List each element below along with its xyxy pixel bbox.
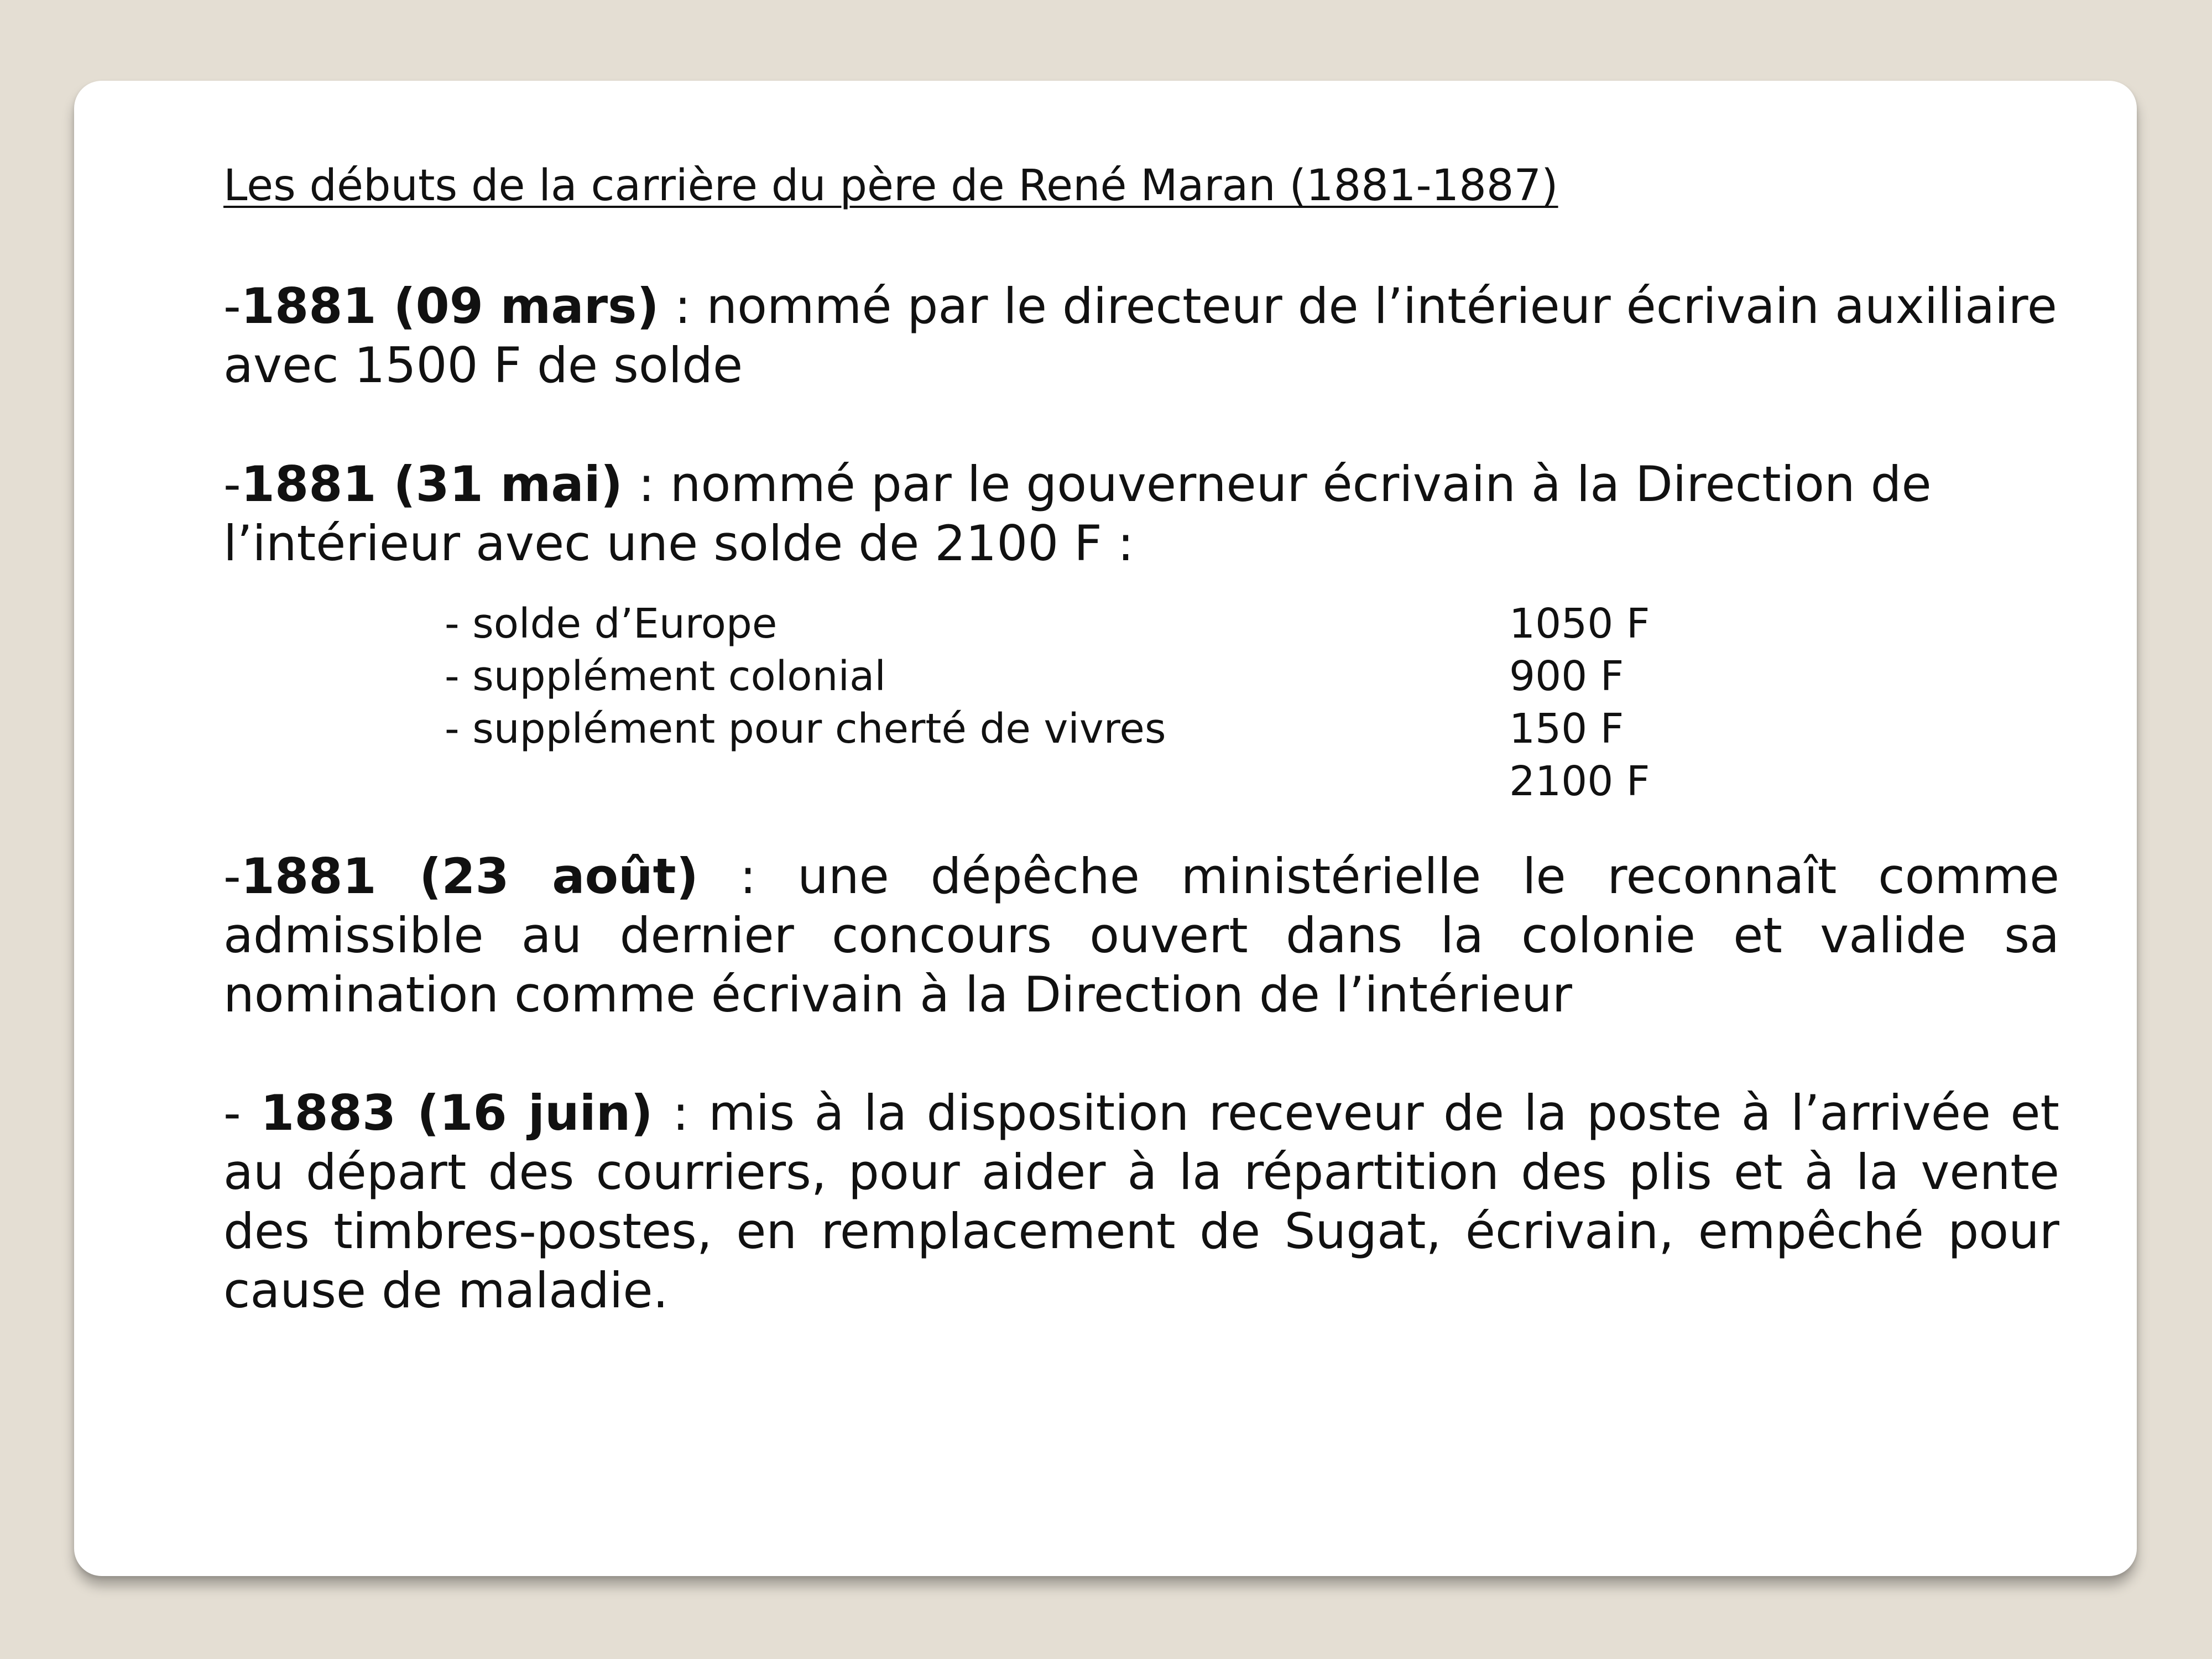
salary-breakdown [445,598,1744,808]
entry-1883-juin [223,1083,2059,1320]
breakdown-value: 900 F [1509,653,1624,701]
entry-prefix: - [223,848,241,905]
entry-1881-mai [223,455,2059,573]
slide-content [223,158,2059,1320]
slide-title: Les débuts de la carrière du père de René Maran (1881-1887) [223,161,1558,211]
breakdown-value: 1050 F [1509,600,1650,648]
entry-prefix: - [223,1084,261,1142]
breakdown-label: - solde d’Europe [445,600,778,648]
entry-prefix: - [223,456,241,513]
entry-text: : mis à la disposition receveur de la poste à l’arrivée et au départ des courriers, pour aider à la répartition des plis et à la vente des timbres-postes, en remplacement de Sugat, écrivain, empêché pour cause de maladie. [223,1084,2060,1319]
entry-date: 1881 (09 mars) [241,278,659,335]
breakdown-label: - supplément colonial [445,653,886,701]
breakdown-row [445,598,1744,650]
entry-1881-mars [223,276,2059,395]
entry-1881-aout [223,847,2059,1024]
entry-date: 1881 (31 mai) [241,456,623,513]
entry-prefix: - [223,278,241,335]
entry-date: 1883 (16 juin) [260,1084,653,1142]
breakdown-label [445,755,1509,808]
breakdown-total-value: 2100 F [1509,758,1650,806]
entry-text: : nommé par le gouverneur écrivain à la Direction de l’intérieur avec une solde de 2100 F : [223,456,1932,572]
breakdown-value: 150 F [1509,705,1624,753]
entry-text: : une dépêche ministérielle le reconnaît comme admissible au dernier concours ouvert dans la colonie et valide sa nomination comme écrivain à la Direction de l’intérieur [223,848,2059,1024]
entry-text: : nommé par le directeur de l’intérieur écrivain auxiliaire avec 1500 F de solde [223,278,2057,394]
slide-card [74,81,2137,1576]
breakdown-label: - supplément pour cherté de vivres [445,705,1166,753]
breakdown-row [445,703,1744,755]
entry-date: 1881 (23 août) [241,848,698,905]
breakdown-total-row [445,755,1744,808]
breakdown-row [445,650,1744,703]
